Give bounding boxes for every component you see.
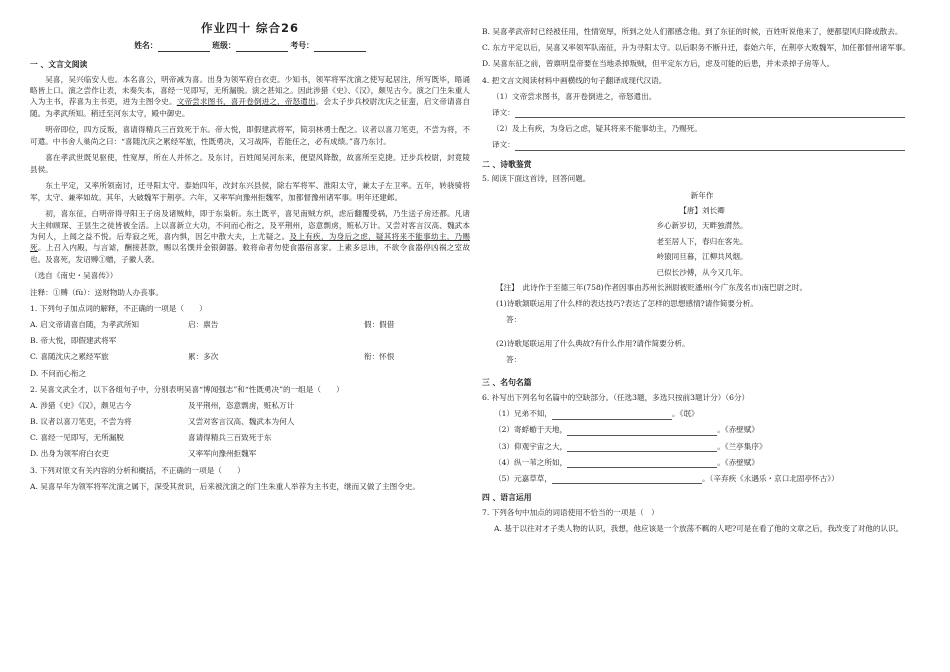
- fill-item-1[interactable]: [494, 408, 922, 419]
- fill-blank[interactable]: [552, 475, 702, 484]
- fill-prompt: （3）仰观宇宙之大，: [494, 441, 568, 451]
- question-3-stem: 3. 下列对原文有关内容的分析和概括，不正确的一项是（ ）: [30, 465, 245, 475]
- question-3-option-b[interactable]: B. 吴喜孝武帝时已经被任用，性情宽厚，所到之处人们都感念他。到了东征的时候，百姓听说他来了，便都望风归降或散去。: [482, 27, 903, 36]
- right-column: [482, 26, 922, 539]
- option-text: A. 涉猎《史》《汉》，颇见古今: [30, 400, 132, 410]
- poem-line-2: 老至居人下，春归在客先。: [656, 236, 748, 246]
- fill-source: 。《兰亭集序》: [717, 441, 767, 451]
- fill-item-4[interactable]: [494, 457, 922, 468]
- passage-paragraph-2: 明帝即位，四方反叛，喜请得精兵三百致死于东。帝大悦，即假建武将军，简羽林勇士配之。议者以喜刀笔吏，不尝为将，不可遣。中书舍人巢尚之曰：“喜随沈庆之累经军旅，性既勇决，又习战阵，若能任之，必有成绩。”喜乃东讨。: [30, 125, 470, 146]
- section-heading-language: 四 、语言运用: [482, 493, 532, 503]
- passage-note: 注释：①赙（fù）：送财物助人办丧事。: [30, 287, 163, 297]
- fill-prompt: （5）元嘉草草，: [494, 473, 552, 483]
- question-4-stem: 4. 把文言文阅读材料中画横线的句子翻译成现代汉语。: [482, 75, 667, 85]
- poem-title: 新年作: [690, 190, 714, 200]
- fill-source: 。《氓》: [672, 409, 699, 419]
- question-1-option-d[interactable]: [30, 368, 470, 379]
- poem-note: 【注】 此诗作于至德三年(758)作者因事由苏州长洲尉被贬潘州(今广东茂名市)南巴尉之时。: [496, 282, 808, 292]
- answer-line[interactable]: [515, 142, 905, 151]
- class-blank[interactable]: [236, 43, 288, 52]
- question-5-stem: 5. 阅读下面这首诗，回答问题。: [482, 174, 591, 184]
- option-text: 喜请得精兵三百致死于东: [188, 433, 272, 443]
- question-2-option-c[interactable]: [30, 432, 470, 443]
- question-4-sentence-2: （2）及上有疾，为身后之虑，疑其将来不能事幼主，乃赐死。: [492, 124, 702, 134]
- poem-line-1: 乡心新岁切，天畔独潸然。: [656, 221, 748, 231]
- answer-label-2[interactable]: 答：: [506, 354, 522, 364]
- question-3-option-d[interactable]: D. 吴喜东征之前，曾禀明皇帝要在当地杀掉叛贼，但平定东方后，虑及可能的后患，并未杀掉子房等人。: [482, 59, 835, 69]
- passage-paragraph-5: [30, 208, 470, 265]
- option-text: D. 不问而心衔之: [30, 368, 87, 378]
- question-2-stem: 2. 吴喜文武全才，以下各组句子中，分别表明吴喜“博闻强志”和“性既勇决”的一组是（ ）: [30, 384, 344, 394]
- section-heading-famous-lines: 三 、名句名篇: [482, 378, 532, 388]
- section-heading-classical: 一 、文言文阅读: [30, 59, 88, 69]
- poem-line-3: 岭猿同旦暮，江柳共风烟。: [656, 252, 748, 262]
- section-heading-poetry: 二 、诗歌鉴赏: [482, 159, 532, 169]
- option-text: A. 启文帝请喜自随，为孝武所知: [30, 319, 140, 329]
- option-text: 又率军向豫州拒魏军: [188, 449, 257, 459]
- class-label: 班级：: [212, 41, 236, 51]
- question-2-option-b[interactable]: [30, 416, 470, 427]
- passage-text: 吴喜，吴兴临安人也。本名喜公，明帝减为喜。出身为领军府白衣吏。少知书，领军将军沈演之使写起居注，所写既毕，晤诵略皆上口。演之尝作让表，未奏失本，喜经一见即写，无所漏脱。演之甚知之。因此涉猎《史》、《汉》，颇见古今。演之门生朱重人入为主书，荐喜为主书吏，进为主图令史。: [30, 74, 470, 107]
- option-gloss: 启：禀告: [188, 319, 219, 329]
- fill-blank[interactable]: [552, 411, 672, 420]
- option-gloss: 衔：怀恨: [364, 352, 395, 362]
- passage-paragraph-1: [30, 74, 470, 120]
- fill-blank[interactable]: [567, 427, 717, 436]
- translation-line-1[interactable]: [492, 107, 922, 118]
- answer-line[interactable]: [515, 109, 905, 118]
- underlined-sentence-2: 及上有疾，为身后之虑，疑其将来不能事幼主，乃赐死: [30, 232, 471, 253]
- name-blank[interactable]: [158, 43, 210, 52]
- option-text: 及平荆州，恣意剽虏，赃私万计: [188, 400, 295, 410]
- translation-label: 译文：: [492, 107, 515, 117]
- option-text: D. 出身为领军府白衣吏: [30, 449, 109, 459]
- question-5-sub-1: (1)诗歌颔联运用了什么样的表达技巧?表达了怎样的思想感情?请作简要分析。: [496, 299, 758, 309]
- fill-item-3[interactable]: [494, 441, 922, 452]
- passage-paragraph-3: 喜在孝武世既见驱使，性宽厚，所在人并怀之。及东讨，百姓闻吴河东来，便望风降散，故喜所至克捷。迁步兵校尉，封竟陵县侯。: [30, 153, 470, 174]
- question-3-option-c[interactable]: C. 东方平定以后，吴喜又率领军队南征，升为寻阳太守。以后职务不断升迁，泰始六年，在荆亭大败魏军，加任都督州诸军事。: [482, 43, 911, 53]
- fill-source: 。（辛弃疾《永遇乐・京口北固亭怀古》）: [702, 473, 839, 483]
- option-gloss: 假：假借: [364, 319, 395, 329]
- question-1-option-b[interactable]: [30, 335, 470, 346]
- fill-prompt: （2）寄蜉蝣于天地，: [494, 425, 568, 435]
- option-text: C. 喜经一见即写，无所漏脱: [30, 433, 124, 443]
- option-text: C. 喜随沈庆之累经军旅: [30, 352, 109, 362]
- option-text: 又尝对客言汉高、魏武本为何人: [188, 417, 295, 427]
- question-7-stem: 7. 下列各句中加点的词语使用不恰当的一项是（ ）: [482, 507, 659, 517]
- fill-item-2[interactable]: [494, 424, 922, 435]
- fill-prompt: （4）纵一苇之所如，: [494, 457, 568, 467]
- question-4-sentence-1: （1）文帝尝求图书，喜开卷倒进之，帝怒遣出。: [492, 91, 657, 101]
- fill-source: 。《赤壁赋》: [717, 457, 759, 467]
- answer-label-1[interactable]: 答：: [506, 315, 522, 325]
- passage-text: 初，喜东征，白明帝得寻阳王子房及诸贼帅，即于东枭斩。东土既平，喜见南贼方炽，虑后翻覆受祸，乃生送子房还都。凡诸大主帅顾琛、王昙生之徒皆被全活。上以喜新立大功，不问而心衔之。及平荆州，恣意剽虏，赃私万计。又尝对客言汉高、魏武本为何人，上闻之益不悦。后寿寂之死，喜内惧，因乞中散大夫，上尤疑之。: [30, 209, 470, 242]
- exam-label: 考号：: [290, 41, 314, 51]
- question-3-option-a[interactable]: A. 吴喜早年为领军将军沈演之属下，深受其赏识，后来被沈演之的门生朱重人举荐为主书吏，继而又做了主图令史。: [30, 481, 420, 491]
- option-gloss: 累：多次: [188, 352, 219, 362]
- passage-text: 。会太子步兵校尉沈庆之征蛮，启文帝请喜自随。为孝武所知。稍迁至河东太守，殿中御史。: [30, 97, 471, 118]
- exam-blank[interactable]: [314, 43, 366, 52]
- page-title: 作业四十 综合26: [200, 21, 299, 35]
- option-text: B. 帝大悦，即假建武将军: [30, 336, 117, 346]
- fill-prompt: （1）兄弟不知，: [494, 409, 552, 419]
- question-5-sub-2: (2)诗歌尾联运用了什么典故?有什么作用?请作简要分析。: [496, 338, 690, 348]
- question-2-option-a[interactable]: [30, 400, 470, 411]
- left-column: [30, 0, 470, 497]
- question-1-option-c[interactable]: [30, 351, 470, 362]
- poem-line-4: 已似长沙傅，从今又几年。: [656, 267, 748, 277]
- poem-author: 【唐】刘长卿: [679, 205, 725, 215]
- passage-source: （选自《南史・吴喜传》）: [30, 271, 118, 281]
- translation-line-2[interactable]: [492, 139, 922, 150]
- fill-item-5[interactable]: [494, 473, 922, 484]
- question-2-option-d[interactable]: [30, 448, 470, 459]
- fill-source: 。《赤壁赋》: [717, 425, 759, 435]
- option-text: B. 议者以喜刀笔吏，不尝为将: [30, 417, 132, 427]
- question-1-stem: 1. 下列句子加点词的解释，不正确的一项是（ ）: [30, 303, 207, 313]
- question-7-option-a[interactable]: A. 基于以往对才子类人物的认识，我想，他应该是一个放荡不羁的人吧?可是在看了他的文章之后，我改变了对他的认识。: [494, 524, 904, 534]
- fill-blank[interactable]: [567, 459, 717, 468]
- question-6-stem: 6. 补写出下列名句名篇中的空缺部分。（任选3题，多选只按前3题计分）（6分）: [482, 392, 750, 402]
- translation-label: 译文：: [492, 140, 515, 150]
- passage-paragraph-4: 东土平定，又率所领南讨，迁寻阳太守。泰始四年，改封东兴县侯，除右军将军、淮阳太守，兼太子左卫率。五年，转骁骑将军，太守、兼率如故。其年，大破魏军于荆亭。六年，又率军向豫州拒魏军，加都督豫州诸军事。明年还建邺。: [30, 181, 470, 202]
- name-label: 姓名：: [134, 41, 158, 51]
- underlined-sentence-1: 文帝尝求图书，喜开卷倒进之，帝怒遣出: [176, 97, 316, 107]
- passage-text: 。上召入内殿，与言谑，酬接甚款，赐以名馔并金银御器。敕将命者勿使食器宿喜家。上素多忌讳，不欲令食器停凶祸之室故也。及喜死，发诏赙①赠，子徽人袭。: [30, 243, 471, 264]
- question-1-option-a[interactable]: [30, 319, 470, 330]
- student-info-line: [30, 40, 470, 52]
- fill-blank[interactable]: [567, 443, 717, 452]
